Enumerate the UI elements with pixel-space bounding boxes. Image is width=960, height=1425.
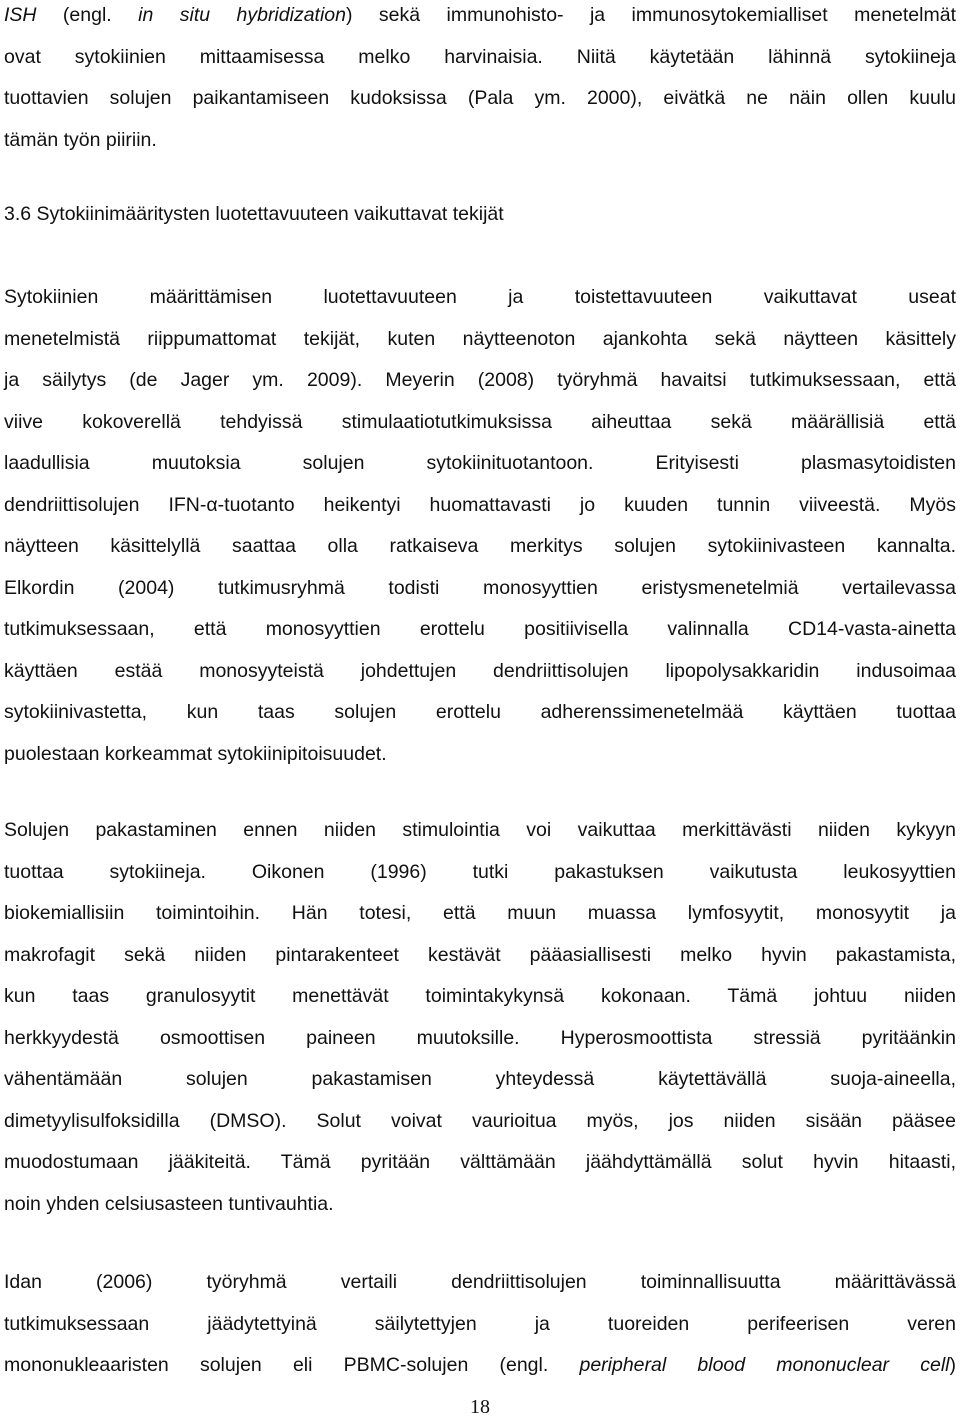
- abbreviation: ISH: [4, 4, 37, 26]
- section-heading: 3.6 Sytokiinimääritysten luotettavuuteen vaikuttavat tekijät: [4, 203, 504, 225]
- text-fragment: ) sekä immunohisto- ja immunosytokemialliset menetelmät: [345, 4, 956, 26]
- text-fragment: mononukleaaristen solujen eli PBMC-solujen (engl.: [4, 1354, 580, 1376]
- text-line: laadullisia muutoksia solujen sytokiinituotantoon. Erityisesti plasmasytoidisten: [4, 452, 956, 474]
- paragraph-3: [4, 1262, 956, 1387]
- text-line: Idan (2006) työryhmä vertaili dendriittisolujen toiminnallisuutta määrittävässä: [4, 1271, 956, 1293]
- text-line: vähentämään solujen pakastamisen yhteydessä käytettävällä suoja-aineella,: [4, 1068, 956, 1090]
- text-line: tämän työn piiriin.: [4, 128, 157, 151]
- text-line: kun taas granulosyytit menettävät toimintakykynsä kokonaan. Tämä johtuu niiden: [4, 985, 956, 1007]
- text-fragment: ): [949, 1354, 956, 1376]
- text-line: makrofagit sekä niiden pintarakenteet kestävät pääasiallisesti melko hyvin pakastamista,: [4, 943, 956, 966]
- text-line: sytokiinivastetta, kun taas solujen erottelu adherenssimenetelmää käyttäen tuottaa: [4, 701, 956, 723]
- text-line: herkkyydestä osmoottisen paineen muutoksille. Hyperosmoottista stressiä pyritäänkin: [4, 1026, 956, 1049]
- page-number: 18: [470, 1396, 490, 1418]
- text-line: dimetyylisulfoksidilla (DMSO). Solut voivat vaurioitua myös, jos niiden sisään pääsee: [4, 1109, 956, 1132]
- text-line: Sytokiinien määrittämisen luotettavuuteen ja toistettavuuteen vaikuttavat useat: [4, 286, 956, 308]
- english-term: peripheral blood mononuclear cell: [579, 1354, 950, 1376]
- text-line: [4, 1345, 956, 1387]
- text-line: puolestaan korkeammat sytokiinipitoisuudet.: [4, 742, 387, 765]
- text-line: ja säilytys (de Jager ym. 2009). Meyerin (2008) työryhmä havaitsi tutkimuksessaan, että: [4, 369, 956, 391]
- text-line: näytteen käsittelyllä saattaa olla ratkaiseva merkitys solujen sytokiinivasteen kannalta.: [4, 535, 956, 557]
- text-line: tuottaa sytokiineja. Oikonen (1996) tutki pakastuksen vaikutusta leukosyyttien: [4, 860, 956, 883]
- text-line: menetelmistä riippumattomat tekijät, kuten näytteenoton ajankohta sekä näytteen käsittely: [4, 327, 956, 350]
- text-line: biokemiallisiin toimintoihin. Hän totesi, että muun muassa lymfosyytit, monosyytit ja: [4, 902, 956, 924]
- text-fragment: (engl.: [36, 4, 139, 26]
- text-line: tutkimuksessaan jäädytettyinä säilytettyjen ja tuoreiden perifeerisen veren: [4, 1312, 956, 1335]
- text-line: käyttäen estää monosyyteistä johdettujen dendriittisolujen lipopolysakkaridin indusoimaa: [4, 659, 956, 682]
- text-line: tutkimuksessaan, että monosyyttien erottelu positiivisella valinnalla CD14-vasta-ainetta: [4, 618, 956, 640]
- text-line: viive kokoverellä tehdyissä stimulaatiotutkimuksissa aiheuttaa sekä määrällisiä että: [4, 410, 956, 433]
- text-line: noin yhden celsiusasteen tuntivauhtia.: [4, 1192, 334, 1215]
- text-line: dendriittisolujen IFN-α-tuotanto heikentyi huomattavasti jo kuuden tunnin viiveestä. Myös: [4, 493, 956, 516]
- text-line: Elkordin (2004) tutkimusryhmä todisti monosyyttien eristysmenetelmiä vertailevassa: [4, 576, 956, 599]
- text-line: Solujen pakastaminen ennen niiden stimulointia voi vaikuttaa merkittävästi niiden kykyyn: [4, 819, 956, 841]
- text-line: ovat sytokiinien mittaamisessa melko harvinaisia. Niitä käytetään lähinnä sytokiineja: [4, 45, 956, 68]
- intro-paragraph: [4, 0, 956, 161]
- text-line: tuottavien solujen paikantamiseen kudoksissa (Pala ym. 2000), eivätkä ne näin ollen kuulu: [4, 87, 956, 109]
- latin-term: in situ hybridization: [138, 4, 346, 26]
- text-line: muodostumaan jääkiteitä. Tämä pyritään välttämään jäähdyttämällä solut hyvin hitaasti,: [4, 1151, 956, 1173]
- paragraph-2: [4, 810, 956, 1225]
- text-line: [4, 0, 956, 37]
- paragraph-1: [4, 277, 956, 775]
